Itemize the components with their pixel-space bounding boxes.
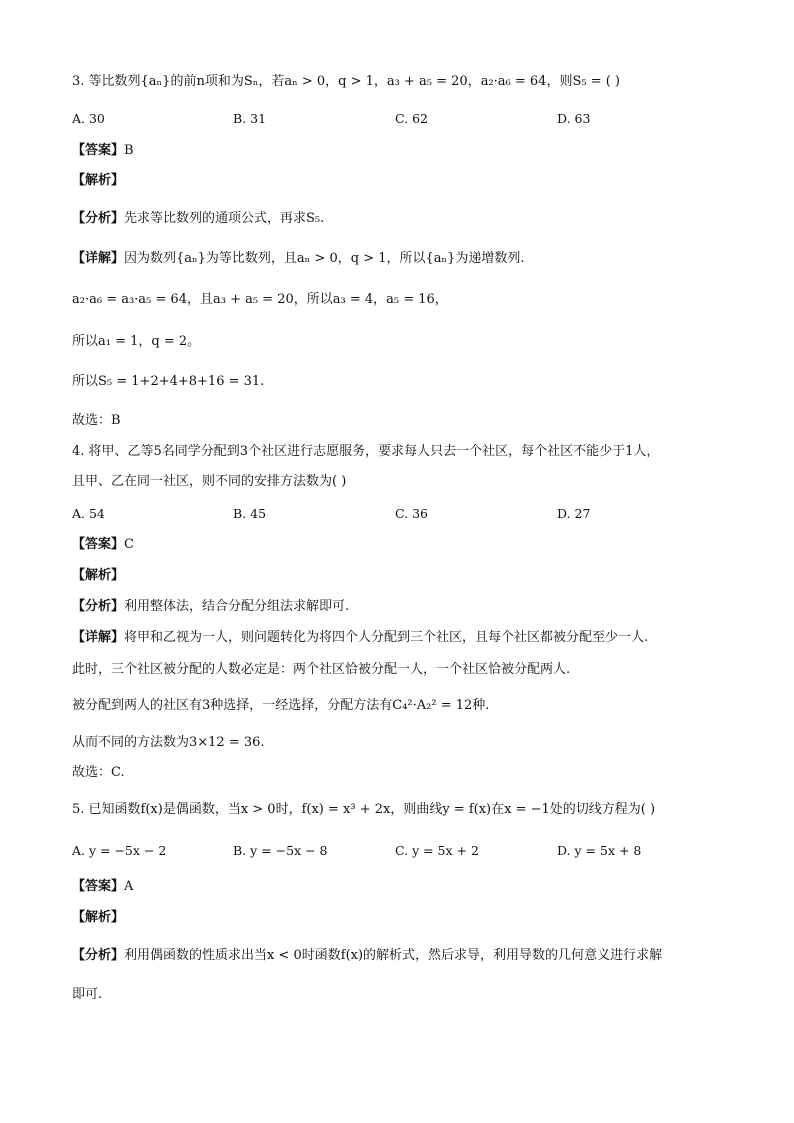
q3-option-d: D. 63 — [557, 111, 591, 126]
q4-option-a: A. 54 — [72, 506, 105, 521]
q5-option-c: C. y = 5x + 2 — [395, 843, 479, 858]
q4-step3: 从而不同的方法数为3×12 = 36. — [72, 735, 265, 750]
q4-option-d: D. 27 — [557, 506, 591, 521]
q3-answer: B — [124, 143, 134, 158]
q3-answer-line — [72, 141, 134, 161]
q4-stem-line1: 4. 将甲、乙等5名同学分配到3个社区进行志愿服务，要求每人只去一个社区，每个社区不能少于1人， — [72, 444, 660, 459]
q5-fenxi-line1: 利用偶函数的性质求出当x < 0时函数f(x)的解析式，然后求导，利用导数的几何意义进行求解 — [124, 948, 663, 963]
q3-step1: a₂·a₆ = a₃·a₅ = 64，且a₃ + a₅ = 20，所以a₃ = 4，a₅ = 16， — [72, 292, 448, 307]
xiangjie-tag: 【详解】 — [72, 251, 125, 266]
q3-option-a: A. 30 — [72, 111, 105, 126]
q4-fenxi: 利用整体法，结合分配分组法求解即可. — [124, 599, 350, 614]
q5-option-b: B. y = −5x − 8 — [233, 843, 328, 858]
q4-option-b: B. 45 — [233, 506, 267, 521]
q5-answer: A — [124, 879, 134, 894]
q4-option-c: C. 36 — [395, 506, 428, 521]
q3-conclusion: 故选：B — [72, 413, 121, 428]
q4-xiangjie-line — [72, 628, 648, 648]
q4-conclusion: 故选：C. — [72, 765, 125, 780]
q5-fenxi-line — [72, 946, 662, 966]
q4-answer-line — [72, 535, 134, 555]
answer-tag: 【答案】 — [72, 879, 125, 894]
q4-answer: C — [124, 537, 134, 552]
q4-stem-line2: 且甲、乙在同一社区，则不同的安排方法数为( ) — [72, 474, 347, 489]
q5-option-a: A. y = −5x − 2 — [72, 843, 167, 858]
xiangjie-tag: 【详解】 — [72, 630, 125, 645]
q3-fenxi-line — [72, 209, 324, 229]
q3-xiangjie: 因为数列{aₙ}为等比数列，且aₙ > 0，q > 1，所以{aₙ}为递增数列. — [124, 251, 525, 266]
q4-fenxi-line — [72, 597, 349, 617]
q3-xiangjie-line — [72, 249, 525, 269]
q3-stem: 3. 等比数列{aₙ}的前n项和为Sₙ，若aₙ > 0，q > 1，a₃ + a₅ = 20，a₂·a₆ = 64，则S₅ = ( ) — [72, 74, 620, 89]
q4-analysis-heading: 【解析】 — [72, 568, 125, 583]
q3-option-b: B. 31 — [233, 111, 267, 126]
q5-analysis-heading: 【解析】 — [72, 910, 125, 925]
q3-fenxi: 先求等比数列的通项公式，再求S₅. — [124, 211, 325, 226]
q5-stem: 5. 已知函数f(x)是偶函数，当x > 0时，f(x) = x³ + 2x，则曲线y = f(x)在x = −1处的切线方程为( ) — [72, 802, 656, 817]
fenxi-tag: 【分析】 — [72, 211, 125, 226]
q4-step1: 此时，三个社区被分配的人数必定是：两个社区恰被分配一人，一个社区恰被分配两人. — [72, 662, 571, 677]
q5-answer-line — [72, 877, 133, 897]
answer-tag: 【答案】 — [72, 143, 125, 158]
q5-fenxi-line2: 即可. — [72, 987, 103, 1002]
q4-step2: 被分配到两人的社区有3种选择，一经选择，分配方法有C₄²·A₂² = 12种. — [72, 698, 490, 713]
q3-step2: 所以a₁ = 1，q = 2。 — [72, 334, 201, 349]
q5-option-d: D. y = 5x + 8 — [557, 843, 642, 858]
q3-option-c: C. 62 — [395, 111, 428, 126]
q4-xiangjie: 将甲和乙视为一人，则问题转化为将四个人分配到三个社区，且每个社区都被分配至少一人. — [124, 630, 649, 645]
fenxi-tag: 【分析】 — [72, 599, 125, 614]
fenxi-tag: 【分析】 — [72, 948, 125, 963]
answer-tag: 【答案】 — [72, 537, 125, 552]
q3-step3: 所以S₅ = 1+2+4+8+16 = 31. — [72, 374, 265, 389]
q3-analysis-heading: 【解析】 — [72, 173, 125, 188]
